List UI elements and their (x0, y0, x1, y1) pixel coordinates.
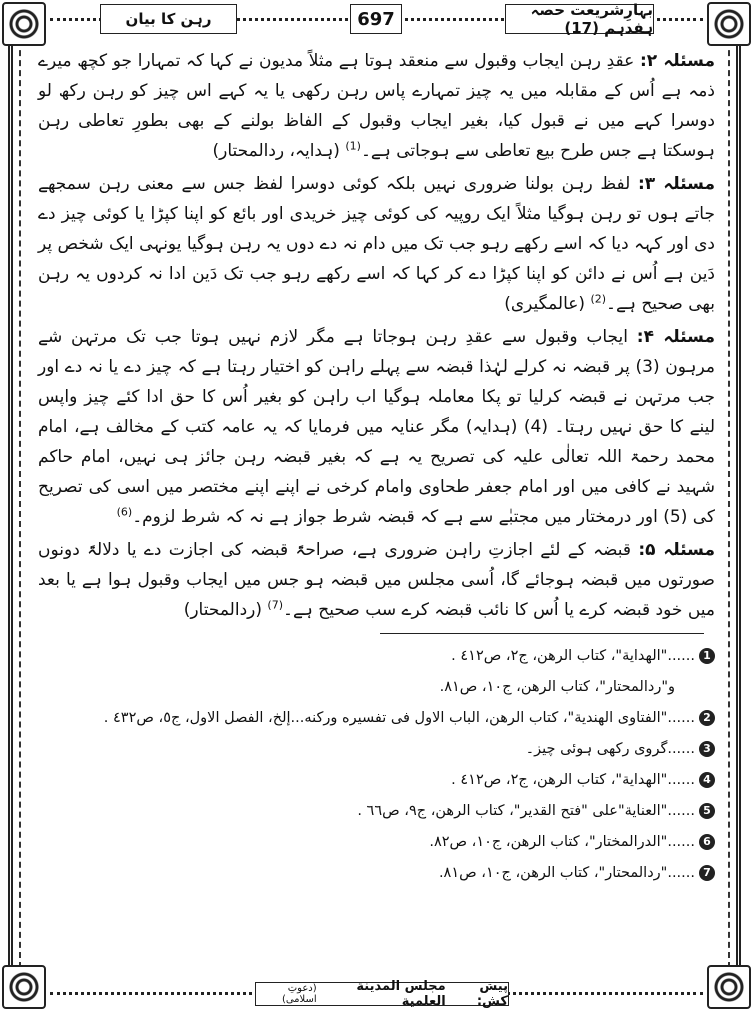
masala-label: مسئلہ ۵: (638, 540, 716, 560)
source-citation: (ہدایہ، ردالمحتار) (212, 141, 340, 161)
masala-2 (38, 46, 715, 166)
masala-3 (38, 169, 715, 319)
footnote-7 (38, 857, 715, 888)
footnote-4 (38, 764, 715, 795)
page-number: 697 (350, 4, 402, 34)
chapter-title: رہن کا بیان (100, 4, 237, 34)
body-text (38, 46, 715, 625)
masala-4 (38, 322, 715, 532)
footnotes (38, 640, 715, 888)
footnote-number: 3 (699, 741, 715, 757)
corner-ornament-icon (707, 965, 751, 1009)
masala-label: مسئلہ ۲: (639, 51, 715, 71)
footnote-text: ......"الفتاوى الهندية"، كتاب الرهن، الباب الاول فى تفسيره وركنه...إلخ، الفصل الاول، ج٥، ص٤٣٢ . (103, 709, 695, 726)
footnote-number: 4 (699, 772, 715, 788)
footnote-ref[interactable]: (1) (345, 139, 361, 153)
publisher-sub: (دعوتِ اسلامی) (281, 983, 317, 1005)
masala-text: ایجاب وقبول سے عقدِ رہن ہوجاتا ہے مگر لازم نہیں ہوتا جب تک مرتہن شے مرہون (3) پر قبضہ نہ کرلے لہٰذا قبضہ سے پہلے راہن کو اختیار رہتا ہے کہ چیز دے یا نہ دے اور جب مرتہن نے قبضہ کرلیا تو پکا معاملہ ہوگیا اب راہن کو بغیر اُس کا حق ادا کئے چیز واپس لینے کا حق نہیں رہتا۔ (4) (ہدایہ) مگر عنایہ میں فرمایا کہ یہ عامہ کتب کے مخالف ہے، امام محمد رحمۃ اللہ تعالٰی علیہ کی تصریح یہ ہے کہ بغیر قبضہ رہن جائز ہی نہیں، امام حاکم شہید نے کافی میں اور امام جعفر طحاوی وامام کرخی نے اپنے اپنے مختصر میں اسی کی تصریح کی (5) اور درمختار میں مجتبٰے سے ہے کہ قبضہ شرط جواز ہے نہ کہ شرط لزوم۔ (38, 327, 715, 527)
masala-5 (38, 535, 715, 625)
footnote-number: 1 (699, 648, 715, 664)
footnote-6 (38, 826, 715, 857)
publisher-footer (255, 979, 509, 1009)
footnote-number: 2 (699, 710, 715, 726)
masala-label: مسئلہ ۴: (636, 327, 715, 347)
corner-ornament-icon (2, 965, 46, 1009)
footnote-text: ......"العناية"على "فتح القدير"، كتاب الرهن، ج٩، ص٦٦ . (357, 802, 695, 819)
masala-label: مسئلہ ۳: (637, 174, 715, 194)
footnote-number: 7 (699, 865, 715, 881)
footnote-text: ......"الدرالمختار"، كتاب الرهن، ج١٠، ص٨٢. (429, 833, 695, 850)
footnote-divider (380, 633, 704, 634)
footnote-text: ......"الهداية"، كتاب الرهن، ج٢، ص٤١٢ . (451, 771, 695, 788)
footnote-number: 6 (699, 834, 715, 850)
source-citation: (عالمگیری) (504, 294, 586, 314)
masala-text: عقدِ رہن ایجاب وقبول سے منعقد ہوتا ہے مثلاً مدیون نے کہا کہ تمہارا جو کچھ میرے ذمہ ہے اُس کے مقابلہ میں یہ چیز تمہارے پاس رہن رکھی یا یہ کہے اس چیز کو رہن رکھ لو دوسرا کہے میں نے قبول کیا، بغیر ایجاب وقبول کے الفاظ بولنے کے بھی بطورِ تعاطی رہن ہوسکتا ہے جس طرح بیع تعاطی سے ہوجاتی ہے۔ (38, 51, 715, 161)
book-title: بہارِشریعت حصہ ہفدہم (17) (505, 4, 654, 34)
footnote-ref[interactable]: (7) (267, 598, 283, 612)
footnote-text: ......"ردالمحتار"، كتاب الرهن، ج١٠، ص٨١. (438, 864, 695, 881)
masala-text: قبضہ کے لئے اجازتِ راہن ضروری ہے، صراحۃً قبضہ کی اجازت دے یا دلالۃً دونوں صورتوں میں قبضہ ہوجائے گا، اُسی مجلس میں قبضہ ہو جس میں ایجاب وقبول ہوا ہے یا بعد میں خود قبضہ کرے یا اُس کا نائب قبضہ کرے سب صحیح ہے۔ (38, 540, 715, 620)
masala-text: لفظ رہن بولنا ضروری نہیں بلکہ کوئی دوسرا لفظ جس سے معنی رہن سمجھے جاتے ہوں تو رہن ہوگیا مثلاً ایک روپیہ کی کوئی چیز خریدی اور بائع کو اپنا کپڑا یا کوئی چیز دے دی اور کہہ دیا کہ اسے رکھے رہو جب تک میں دام نہ دے دوں یہ رہن ہوگیا یونہی ایک شخص پر دَین ہے اُس نے دائن کو اپنا کپڑا دے کر کہا کہ اسے رکھے رہو جب تک دَین ادا نہ کردوں یہ رہن بھی صحیح ہے۔ (38, 174, 715, 314)
footnote-ref[interactable]: (6) (116, 505, 133, 519)
footnote-1-continued (38, 671, 715, 702)
footnote-2 (38, 702, 715, 733)
footnote-ref[interactable]: (2) (590, 292, 607, 306)
footnote-text: و"ردالمحتار"، كتاب الرهن، ج١٠، ص٨١. (439, 678, 675, 695)
footnote-1 (38, 640, 715, 671)
publisher-name: مجلس المدينة العلمية (356, 979, 446, 1009)
footnote-3 (38, 733, 715, 764)
source-citation: (ردالمحتار) (183, 600, 262, 620)
footer-prefix: پیش کش: (476, 979, 508, 1009)
footnote-5 (38, 795, 715, 826)
footnote-text: ......گروی رکھی ہوئی چیز۔ (525, 740, 695, 757)
footnote-number: 5 (699, 803, 715, 819)
footnote-text: ......"الهداية"، كتاب الرهن، ج٢، ص٤١٢ . (451, 647, 695, 664)
